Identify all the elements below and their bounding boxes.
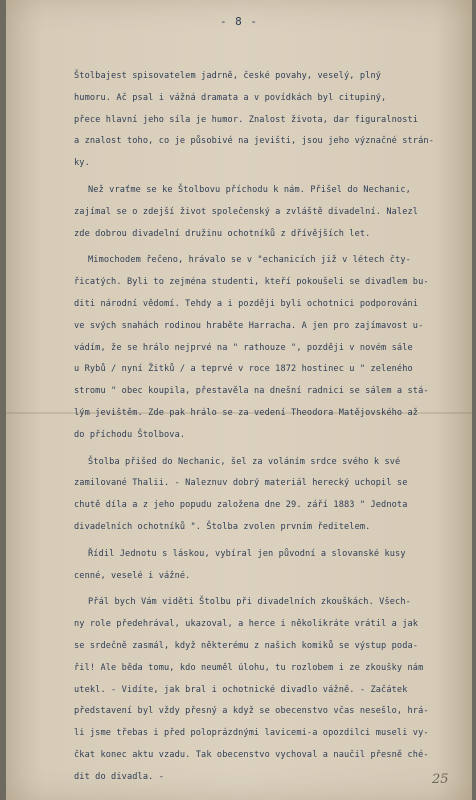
text-line: zde dobrou divadelní družinu ochotníků z dřívějších let. — [74, 228, 371, 239]
text-line: do příchodu Štolbova. — [74, 429, 186, 440]
text-line: Než vraťme se ke Štolbovu příchodu k nám. Přišel do Nechanic, — [88, 184, 411, 195]
handwritten-page-mark: 25 — [432, 772, 449, 787]
text-line: chutě díla a z jeho popudu založena dne 29. září 1883 " Jednota — [74, 500, 408, 511]
text-line: utekl. - Vidíte, jak bral i ochotnické divadlo vážně. - Začátek — [74, 684, 408, 695]
text-line: humoru. Ač psal i vážná dramata a v povídkách byl citupiný, — [74, 92, 387, 103]
text-line: se srdečně zasmál, když některému z našich komiků se výstup poda- — [74, 640, 419, 651]
text-line: Mimochodem řečeno, hrávalo se v "echanicích již v létech čty- — [88, 255, 411, 266]
text-line: řil! Ale běda tomu, kdo neuměl úlohu, tu rozlobem i ze zkoušky nám — [74, 662, 424, 673]
text-line: cenné, veselé i vážné. — [74, 570, 191, 581]
text-line: vádím, že se hrálo nejprvé na " rathouze ", později v novém sále — [74, 342, 413, 353]
document-page — [6, 0, 472, 800]
text-line: li jsme třebas i před poloprázdnými lavicemi-a opozdilci museli vy- — [74, 728, 429, 739]
document-body — [74, 66, 449, 789]
text-line: řicatých. Byli to zejména studenti, kteří pokoušeli se divadlem bu- — [74, 277, 429, 288]
text-line: lým jevištěm. Zde pak hrálo se za vedení Theodora Matějovského až — [74, 407, 419, 418]
text-line: Štolba přišed do Nechanic, šel za voláním srdce svého k své — [88, 456, 401, 467]
text-line: zajímal se o zdejší život společenský a zvláště divadelní. Nalezl — [74, 206, 419, 217]
text-line: divadelních ochotníků ". Štolba zvolen prvním ředitelem. — [74, 521, 371, 532]
text-line: ny role předehrával, ukazoval, a herce i několikráte vrátil a jak — [74, 619, 419, 630]
text-line: a znalost toho, co je působivé na jevišti, jsou jeho význačné strán- — [74, 136, 434, 147]
text-line: přece hlavní jeho síla je humor. Znalost života, dar figuralnosti — [74, 114, 419, 125]
text-line: Přál bych Vám viděti Štolbu při divadelních zkouškách. Všech- — [88, 597, 411, 608]
text-line: Štolbajest spisovatelem jadrně, české povahy, veselý, plný — [74, 71, 382, 81]
text-line: ve svých snahách rodinou hraběte Harracha. A jen pro zajímavost u- — [74, 320, 424, 331]
text-line: Řídil Jednotu s láskou, vybíral jen původní a slovanské kusy — [88, 548, 406, 559]
text-line: zamilované Thalii. - Naleznuv dobrý materiál herecký uchopil se — [74, 478, 408, 489]
text-line: představení byl vždy přesný a když se obecenstvo včas nesešlo, hrá- — [74, 706, 429, 717]
text-line: stromu " obec koupila, přestavěla na dnešní radnici se sálem a stá- — [74, 386, 429, 397]
text-line: ky. — [74, 158, 90, 169]
text-line: diti národní vědomí. Tehdy a i později byli ochotnici podporováni — [74, 298, 419, 309]
text-line: u Rybů / nyní Žitků / a teprvé v roce 1872 hostinec u " zeleného — [74, 364, 413, 375]
text-line: dit do divadla. - — [74, 771, 164, 782]
page-number: - 8 - — [219, 15, 259, 28]
text-line: čkat konec aktu vzadu. Tak obecenstvo vychoval a naučil přesně ché- — [74, 749, 429, 760]
